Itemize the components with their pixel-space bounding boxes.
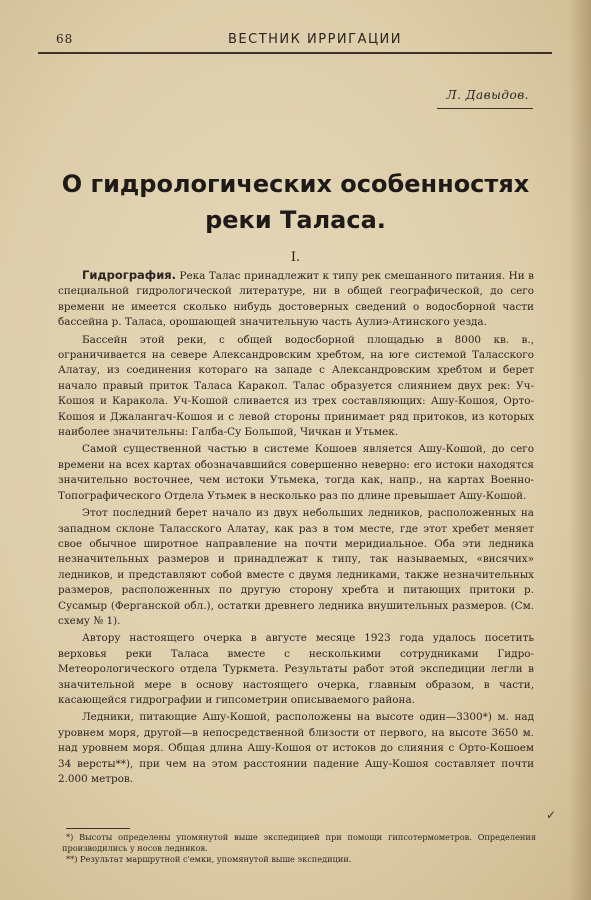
author-name: Л. Давыдов.	[446, 88, 529, 102]
author-underline	[437, 108, 533, 109]
footnotes	[62, 832, 536, 865]
footnote-divider	[66, 828, 130, 829]
paragraph-text: Река Талас принадлежит к типу рек смешанного питания. Ни в специальной гидрологической литературе, ни в общей географической, до сего времени не имеется сколько нибудь достоверных сведений о водосборной части бассейна р. Таласа, орошающей значительную часть Аулиэ-Атинского уезда.	[58, 270, 534, 329]
journal-title: ВЕСТНИК ИРРИГАЦИИ	[228, 32, 403, 47]
paragraph-lead: Гидрография.	[82, 268, 177, 282]
paragraph: Ледники, питающие Ашу-Кошой, расположены на высоте один—3300*) м. над уровнем моря, другой—в непосредственной близости от первого, на высоте 3650 м. над уровнем моря. Общая длина Ашу-Кошоя от истоков до слияния с Орто-Кошоем 34 версты**), при чем на этом расстоянии падение Ашу-Кошоя составляет почти 2.000 метров.	[58, 711, 534, 785]
paragraph	[58, 268, 534, 331]
footnote: **) Результат маршрутной с'емки, упомянутой выше экспедиции.	[66, 854, 352, 864]
section-number: I.	[290, 250, 301, 265]
paragraph: Самой существенной частью в системе Кошоев является Ашу-Кошой, до сего времени на всех картах обозначавшийся совершенно неверно: его истоки находятся значительно восточнее, чем истоки Утьмека, тогда как, напр., на картах Военно-Топографического Отдела Утьмек в несколько раз по длине превышает Ашу-Кошой.	[58, 443, 534, 502]
article-title	[30, 166, 561, 238]
page-number: 68	[56, 32, 74, 46]
title-line-2: реки Таласа.	[205, 206, 386, 234]
paragraph: Бассейн этой реки, с общей водосборной площадью в 8000 кв. в., ограничивается на севере Александровским хребтом, на юге системой Таласского Алатау, из соединения котораго на западе с Александровским хребтом и берет начало правый приток Таласа Каракол. Талас образуется слиянием двух рек: Уч-Кошоя и Каракола. Уч-Кошой сливается из трех составляющих: Ашу-Кошоя, Орто-Кошоя и Джалангач-Кошоя и с левой стороны принимает ряд притоков, из которых наиболее значительны: Галба-Су Большой, Чичкан и Утьмек.	[58, 333, 534, 439]
paragraph: Этот последний берет начало из двух небольших ледников, расположенных на западном склоне Таласского Алатау, как раз в том месте, где этот хребет меняет свое обычное широтное направление на почти меридиальное. Оба эти ледника незначительных размеров и принадлежат к типу, так называемых, «висячих» ледников, и представляют собой вместе с двумя ледниками, также незначительных размеров, расположенных по другую сторону хребта и питающих притоки р. Сусамыр (Ферганской обл.), остатки древнего ледника внушительных размеров. (См. схему № 1).	[58, 507, 534, 627]
running-header	[38, 30, 552, 54]
paragraph: Автору настоящего очерка в августе месяце 1923 года удалось посетить верховья реки Таласа вместе с несколькими сотрудниками Гидро-Метеорологического отдела Туркмета. Результаты работ этой экспедиции легли в значительной мере в основу настоящего очерка, главным образом, в части, касающейся гидрографии и гипсометрии описываемого района.	[58, 632, 534, 706]
footnote: *) Высоты определены упомянутой выше экспедицией при помощи гипсотермометров. Определения производились у носов ледников.	[62, 832, 536, 853]
article-body	[58, 268, 534, 789]
margin-check-mark: ✓	[546, 808, 557, 822]
title-line-1: О гидрологических особенностях	[61, 170, 530, 198]
